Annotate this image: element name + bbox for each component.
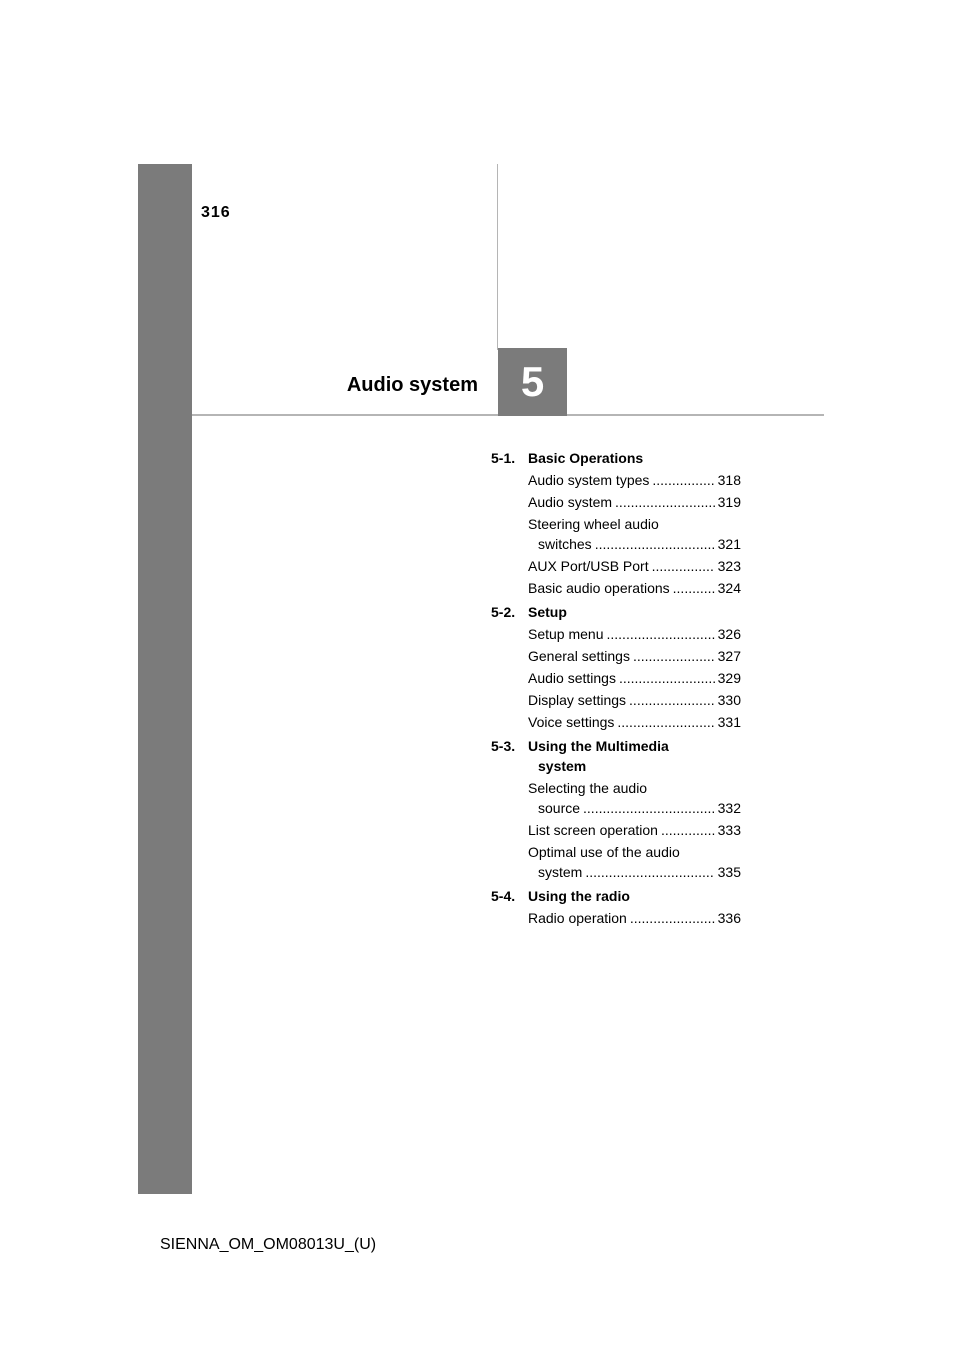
entry-title: switches: [538, 536, 592, 552]
section-number: 5-2.: [491, 604, 516, 620]
chapter-number-box: [498, 348, 567, 416]
section-number: 5-1.: [491, 450, 516, 466]
entry-page-number: 326: [717, 626, 741, 642]
entry-title: Voice settings: [528, 714, 615, 730]
dot-leader: [615, 492, 715, 512]
dot-leader: [652, 556, 715, 576]
toc-entry[interactable]: [528, 908, 741, 928]
section-title: [528, 448, 741, 468]
dot-leader: [661, 820, 715, 840]
toc-entry[interactable]: [528, 820, 741, 840]
entry-title: List screen operation: [528, 822, 658, 838]
entry-title: Audio system: [528, 494, 613, 510]
entry-page-number: 329: [717, 670, 741, 686]
entry-page-number: 330: [717, 692, 741, 708]
entry-title: Radio operation: [528, 910, 627, 926]
dot-leader: [607, 624, 715, 644]
section-number: 5-4.: [491, 888, 516, 904]
toc-entry[interactable]: [528, 492, 741, 512]
dot-leader: [583, 798, 715, 818]
toc-entry[interactable]: [528, 668, 741, 688]
toc-section: [491, 886, 741, 906]
toc-entry[interactable]: [528, 690, 741, 710]
entry-title: Audio system types: [528, 472, 650, 488]
toc-entry[interactable]: [528, 712, 741, 732]
section-title: [528, 736, 741, 776]
entry-title: AUX Port/USB Port: [528, 558, 649, 574]
chapter-title: Audio system: [346, 374, 478, 396]
dot-leader: [633, 646, 715, 666]
entry-title-line: Steering wheel audio: [528, 516, 659, 532]
section-title-text: Using the radio: [528, 888, 630, 904]
entry-page-number: 327: [717, 648, 741, 664]
toc-entry[interactable]: [528, 842, 741, 882]
toc-entry[interactable]: [528, 624, 741, 644]
entry-page-number: 335: [717, 864, 741, 880]
toc-entry[interactable]: [528, 556, 741, 576]
dot-leader: [652, 470, 714, 490]
dot-leader: [630, 908, 715, 928]
dot-leader: [585, 862, 714, 882]
document-code-footer: SIENNA_OM_OM08013U_(U): [160, 1236, 377, 1253]
section-title-text: Using the Multimedia: [528, 738, 669, 754]
chapter-number: 5: [520, 358, 545, 405]
vertical-divider: [497, 164, 498, 350]
entry-page-number: 321: [717, 536, 741, 552]
entry-title: system: [538, 864, 583, 880]
dot-leader: [673, 578, 715, 598]
entry-title: Basic audio operations: [528, 580, 670, 596]
entry-page-number: 323: [717, 558, 741, 574]
dot-leader: [619, 668, 715, 688]
toc-section: [491, 602, 741, 622]
dot-leader: [629, 690, 715, 710]
entry-page-number: 324: [717, 580, 741, 596]
toc-entry[interactable]: [528, 470, 741, 490]
entry-page-number: 336: [717, 910, 741, 926]
toc-entry[interactable]: [528, 514, 741, 554]
chapter-sidebar: [138, 164, 192, 1194]
dot-leader: [617, 712, 714, 732]
entry-title: Setup menu: [528, 626, 604, 642]
entry-title: General settings: [528, 648, 630, 664]
entry-page-number: 318: [717, 472, 741, 488]
entry-title-line: Selecting the audio: [528, 780, 648, 796]
toc-entry[interactable]: [528, 778, 741, 818]
toc-section: [491, 448, 741, 468]
toc-entry[interactable]: [528, 578, 741, 598]
entry-title: source: [538, 800, 581, 816]
entry-title: Display settings: [528, 692, 627, 708]
section-title-continuation: system: [538, 758, 587, 774]
entry-page-number: 333: [717, 822, 741, 838]
entry-page-number: 332: [717, 800, 741, 816]
section-title-text: Basic Operations: [528, 450, 644, 466]
entry-page-number: 319: [717, 494, 741, 510]
table-of-contents: [491, 448, 741, 928]
toc-entry[interactable]: [528, 646, 741, 666]
section-number: 5-3.: [491, 738, 516, 754]
section-title-text: Setup: [528, 604, 567, 620]
entry-title-line: Optimal use of the audio: [528, 844, 680, 860]
section-title: [528, 602, 741, 622]
entry-title: Audio settings: [528, 670, 616, 686]
dot-leader: [595, 534, 715, 554]
entry-page-number: 331: [717, 714, 741, 730]
toc-section: [491, 736, 741, 776]
section-title: [528, 886, 741, 906]
page-number: 316: [201, 204, 231, 221]
